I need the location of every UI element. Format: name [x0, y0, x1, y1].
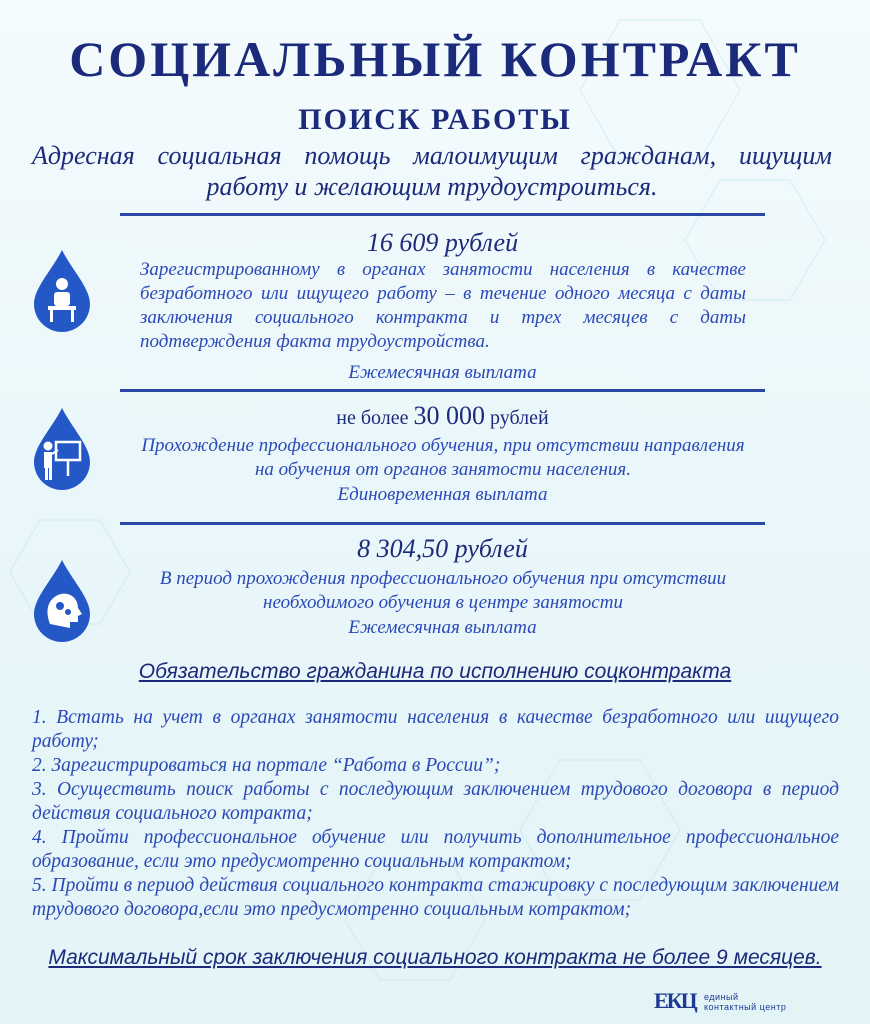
amount-3: 8 304,50 рублей	[357, 534, 528, 563]
amount-1: 16 609 рублей	[366, 228, 519, 257]
job-seeker-icon	[28, 248, 96, 334]
list-item: 2. Зарегистрироваться на портале “Работа в России”;	[32, 755, 501, 776]
max-term-note	[0, 946, 870, 970]
list-item: 3. Осуществить поиск работы с последующим заключением трудового договора в период действия социального котракта;	[32, 779, 839, 824]
ekc-logo	[654, 988, 854, 1018]
logo-line-2: контактный центр	[704, 1002, 787, 1012]
page-title: СОЦИАЛЬНЫЙ КОНТРАКТ	[69, 31, 801, 87]
head-gears-icon	[28, 558, 96, 644]
logo-line-1: единый	[704, 992, 739, 1002]
page-subtitle: ПОИСК РАБОТЫ	[298, 103, 572, 136]
obligations-heading-text: Обязательство гражданина по исполнению соцконтракта	[138, 660, 732, 683]
amount-2	[120, 401, 765, 431]
description-2: Прохождение профессионального обучения, при отсутствии направления на обучения от органов занятости населения.	[141, 435, 745, 480]
payment-type-2: Единовременная выплата	[337, 484, 548, 505]
divider	[120, 213, 765, 216]
obligations-heading	[0, 660, 870, 684]
divider	[120, 522, 765, 525]
amount-2-suffix: рублей	[490, 407, 549, 429]
list-item: 5. Пройти в период действия социального контракта стажировку с последующим заключением трудового договора,если это предусмотренно социальным котрактом;	[32, 875, 839, 920]
obligations-list	[32, 706, 839, 922]
max-term-note-text: Максимальный срок заключения социального контракта не более 9 месяцев.	[48, 946, 822, 969]
divider	[120, 389, 765, 392]
intro-text: Адресная социальная помощь малоимущим гражданам, ищущим работу и желающим трудоустроиться.	[32, 141, 832, 201]
logo-text	[704, 992, 786, 1012]
list-item: 4. Пройти профессиональное обучение или получить дополнительное профессиональное образование, если это предусмотренно социальным котрактом;	[32, 827, 839, 872]
payment-type-3: Ежемесячная выплата	[348, 617, 537, 638]
teacher-board-icon	[28, 406, 96, 492]
amount-2-prefix: не более	[336, 407, 409, 429]
description-3: В период прохождения профессионального обучения при отсутствии необходимого обучения в центре занятости	[159, 568, 727, 613]
amount-2-value: 30 000	[413, 401, 485, 430]
list-item: 1. Встать на учет в органах занятости населения в качестве безработного или ищущего работу;	[32, 707, 839, 752]
logo-mark: ЕКЦ	[654, 988, 696, 1013]
payment-type-1: Ежемесячная выплата	[348, 362, 537, 383]
description-1: Зарегистрированному в органах занятости населения в качестве безработного или ищущего работу – в течение одного месяца с даты заключения социального контракта и трех месяцев с даты подтверждения факта трудоустройства.	[140, 259, 746, 352]
